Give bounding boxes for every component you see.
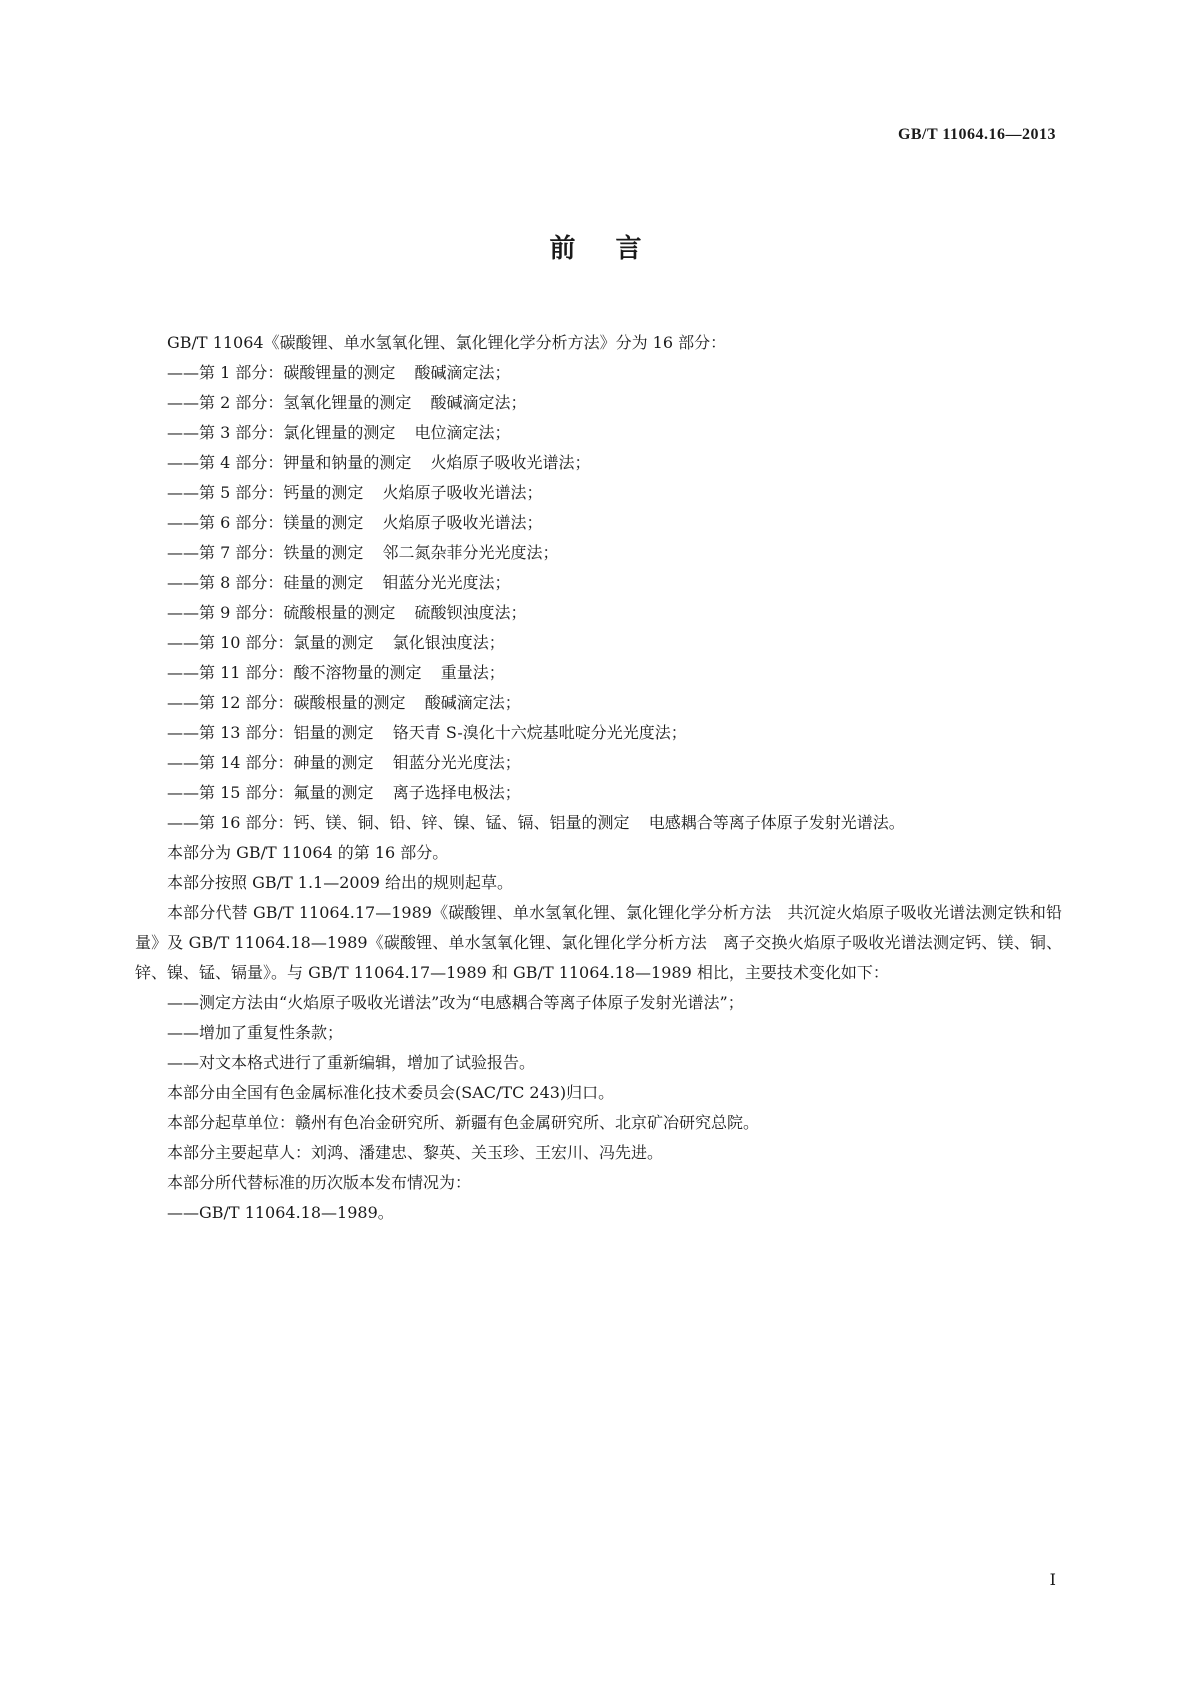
- list-item: ——第 11 部分：酸不溶物量的测定 重量法；: [167, 663, 505, 682]
- list-item: ——第 15 部分：氟量的测定 离子选择电极法；: [167, 783, 521, 802]
- list-item: ——第 9 部分：硫酸根量的测定 硫酸钡浊度法；: [167, 603, 527, 622]
- list-item: ——测定方法由“火焰原子吸收光谱法”改为“电感耦合等离子体原子发射光谱法”；: [167, 993, 744, 1012]
- history-title: 本部分所代替标准的历次版本发布情况为：: [167, 1173, 472, 1192]
- list-item: ——第 10 部分：氯量的测定 氯化银浊度法；: [167, 633, 505, 652]
- list-item: ——第 2 部分：氢氧化锂量的测定 酸碱滴定法；: [167, 393, 527, 412]
- list-item: ——第 8 部分：硅量的测定 钼蓝分光光度法；: [167, 573, 511, 592]
- history-list: [135, 1198, 1062, 1228]
- statement-rules: 本部分按照 GB/T 1.1—2009 给出的规则起草。: [167, 873, 514, 892]
- list-item: ——第 1 部分：碳酸锂量的测定 酸碱滴定法；: [167, 363, 511, 382]
- list-item: ——对文本格式进行了重新编辑，增加了试验报告。: [167, 1053, 536, 1072]
- committee-paragraph: 本部分由全国有色金属标准化技术委员会(SAC/TC 243)归口。: [167, 1083, 615, 1102]
- intro-paragraph: GB/T 11064《碳酸锂、单水氢氧化锂、氯化锂化学分析方法》分为 16 部分：: [167, 333, 727, 352]
- drafters-paragraph: 本部分主要起草人：刘鸿、潘建忠、黎英、关玉珍、王宏川、冯先进。: [167, 1143, 664, 1162]
- replacement-paragraph: 本部分代替 GB/T 11064.17—1989《碳酸锂、单水氢氧化锂、氯化锂化学分析方法 共沉淀火焰原子吸收光谱法测定铁和铅量》及 GB/T 11064.18—1989《碳酸锂、单水氢氧化锂、氯化锂化学分析方法 离子交换火焰原子吸收光谱法测定钙、镁、铜、锌、镍、锰、镉量》。与 GB/T 11064.17—1989 和 GB/T 11064.18—1989 相比，主要技术变化如下：: [135, 903, 1062, 982]
- statement-part: 本部分为 GB/T 11064 的第 16 部分。: [167, 843, 449, 862]
- page-title: 前言: [549, 234, 682, 264]
- standard-number: GB/T 11064.16—2013: [897, 126, 1056, 143]
- list-item: ——第 4 部分：钾量和钠量的测定 火焰原子吸收光谱法；: [167, 453, 591, 472]
- list-item: ——第 12 部分：碳酸根量的测定 酸碱滴定法；: [167, 693, 521, 712]
- list-item: ——第 3 部分：氯化锂量的测定 电位滴定法；: [167, 423, 511, 442]
- drafting-units-paragraph: 本部分起草单位：赣州有色冶金研究所、新疆有色金属研究所、北京矿冶研究总院。: [167, 1113, 760, 1132]
- foreword-body: [135, 328, 1062, 1228]
- page-number: I: [1049, 1570, 1056, 1589]
- list-item: ——增加了重复性条款；: [167, 1023, 344, 1042]
- parts-list: [135, 358, 1062, 838]
- list-item: ——第 13 部分：铝量的测定 铬天青 S-溴化十六烷基吡啶分光光度法；: [167, 723, 687, 742]
- list-item: ——第 16 部分：钙、镁、铜、铅、锌、镍、锰、镉、铝量的测定 电感耦合等离子体原子发射光谱法。: [167, 813, 905, 832]
- list-item: ——第 5 部分：钙量的测定 火焰原子吸收光谱法；: [167, 483, 543, 502]
- list-item: ——第 6 部分：镁量的测定 火焰原子吸收光谱法；: [167, 513, 543, 532]
- list-item: ——第 14 部分：砷量的测定 钼蓝分光光度法；: [167, 753, 521, 772]
- changes-list: [135, 988, 1062, 1078]
- list-item: ——第 7 部分：铁量的测定 邻二氮杂菲分光光度法；: [167, 543, 559, 562]
- list-item: ——GB/T 11064.18—1989。: [167, 1203, 394, 1222]
